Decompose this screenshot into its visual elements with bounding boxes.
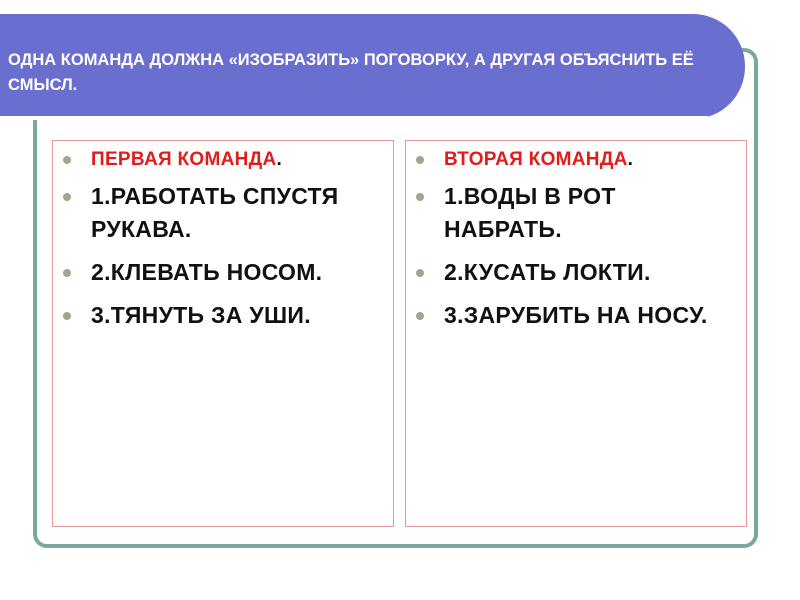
list-item: [416, 180, 740, 246]
left-heading-text: ПЕРВАЯ КОМАНДА: [91, 149, 277, 170]
right-heading-period: .: [627, 149, 634, 170]
list-item-text: 3.ЗАРУБИТЬ НА НОСУ.: [444, 302, 708, 328]
left-column: [52, 140, 394, 527]
right-column: [405, 140, 747, 527]
bullet-icon: [416, 156, 424, 164]
list-item: [63, 299, 387, 332]
right-column-list: [416, 146, 740, 342]
right-column-heading: [416, 146, 740, 174]
title-underline: [0, 116, 708, 120]
bullet-icon: [63, 193, 71, 201]
left-column-heading: [63, 146, 387, 174]
bullet-icon: [416, 193, 424, 201]
bullet-icon: [63, 312, 71, 320]
bullet-icon: [416, 269, 424, 277]
list-item-text: 1.ВОДЫ В РОТ НАБРАТЬ.: [444, 183, 616, 242]
left-column-list: [63, 146, 387, 342]
bullet-icon: [63, 156, 71, 164]
bullet-icon: [416, 312, 424, 320]
bullet-icon: [63, 269, 71, 277]
slide-title: ОДНА КОМАНДА ДОЛЖНА «ИЗОБРАЗИТЬ» ПОГОВОРКУ, А ДРУГАЯ ОБЪЯСНИТЬ ЕЁ СМЫСЛ.: [8, 51, 694, 94]
right-heading-text: ВТОРАЯ КОМАНДА: [444, 149, 628, 170]
left-heading-period: .: [276, 149, 283, 170]
list-item-text: 3.ТЯНУТЬ ЗА УШИ.: [91, 302, 311, 328]
list-item: [63, 256, 387, 289]
list-item-text: 2.КЛЕВАТЬ НОСОМ.: [91, 259, 323, 285]
list-item: [63, 180, 387, 246]
list-item-text: 1.РАБОТАТЬ СПУСТЯ РУКАВА.: [91, 183, 339, 242]
list-item: [416, 256, 740, 289]
list-item: [416, 299, 740, 332]
list-item-text: 2.КУСАТЬ ЛОКТИ.: [444, 259, 651, 285]
title-band: [0, 14, 745, 119]
